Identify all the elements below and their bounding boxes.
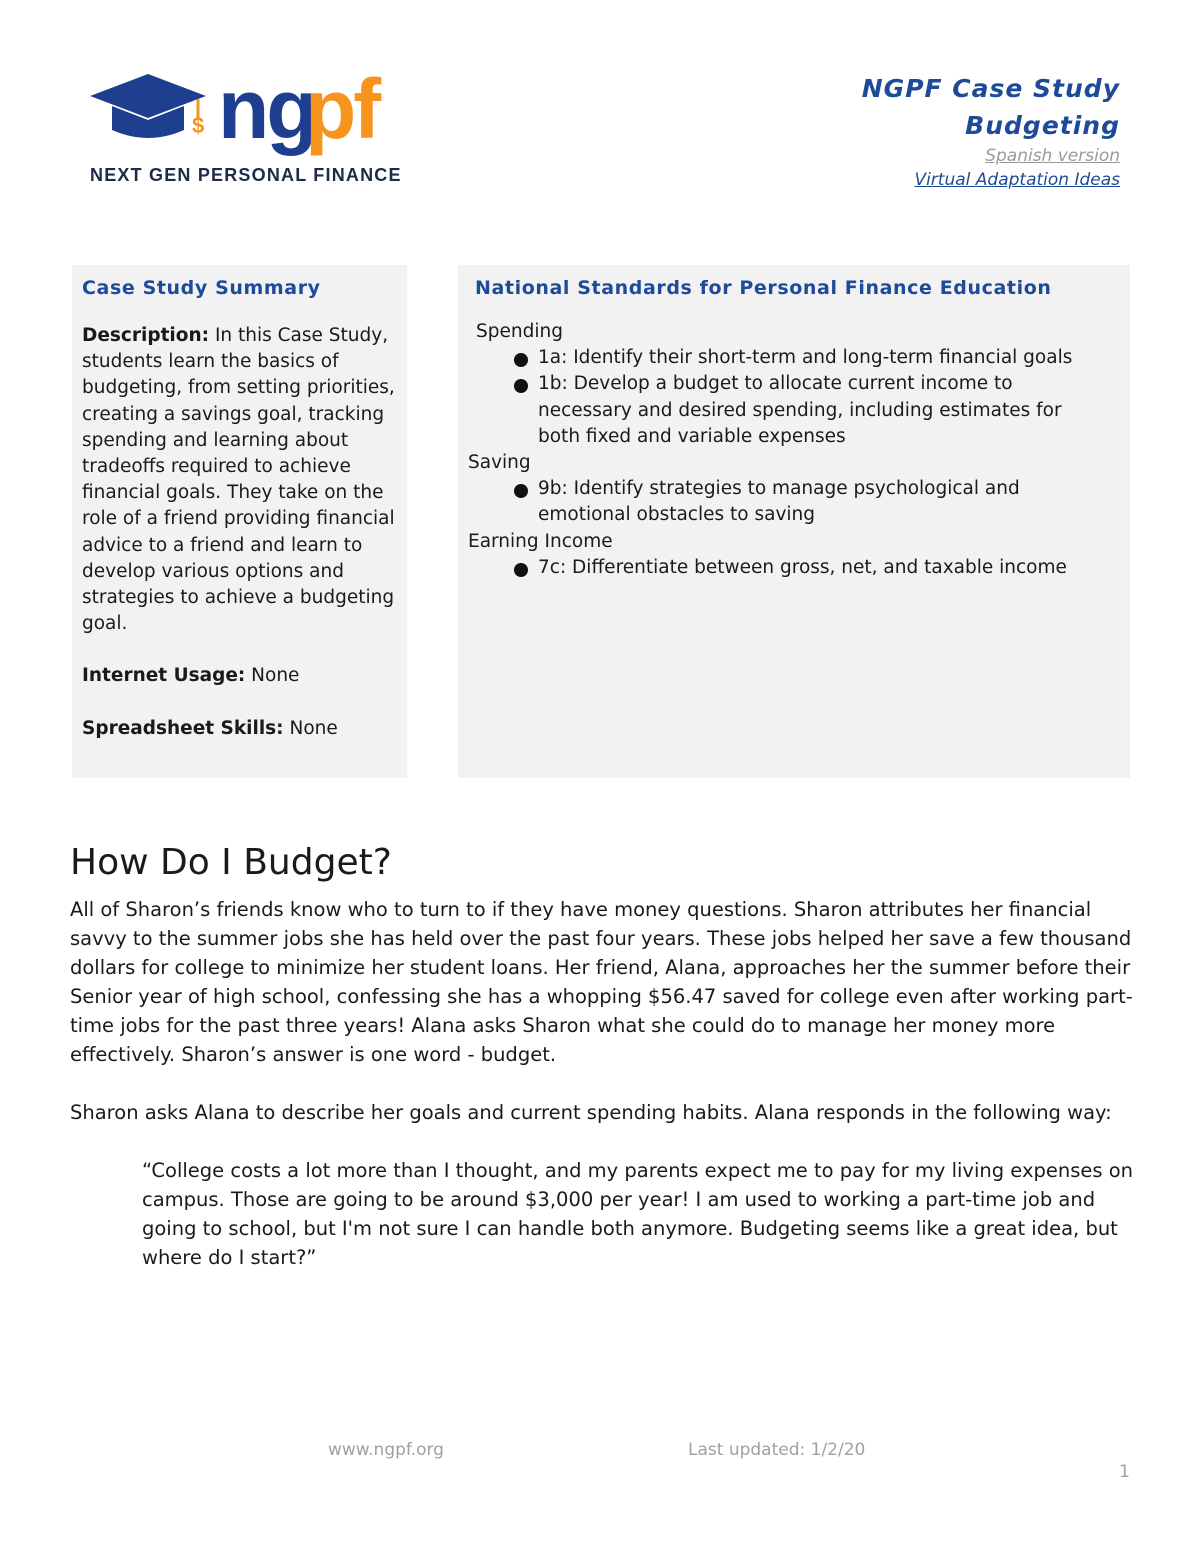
standard-item-text: 1b: Develop a budget to allocate current income to necessary and desired spending, including estimates for both fixed and variable expenses	[538, 373, 1062, 447]
footer-website: www.ngpf.org	[328, 1440, 444, 1460]
bullet-icon	[514, 484, 528, 498]
header-block	[862, 70, 1120, 192]
bullet-icon	[514, 563, 528, 577]
internet-usage-label: Internet Usage:	[82, 665, 246, 687]
page-title: How Do I Budget?	[70, 842, 392, 883]
logo-dollar: $	[192, 113, 205, 138]
page-number: 1	[1119, 1462, 1130, 1482]
standard-item-text: 7c: Differentiate between gross, net, and taxable income	[538, 556, 1067, 578]
standard-item	[468, 476, 1120, 528]
standards-category: Saving	[468, 452, 531, 474]
internet-usage	[82, 663, 397, 689]
header-title-line1: NGPF Case Study	[861, 74, 1120, 103]
standards-heading: National Standards for Personal Finance Education	[475, 277, 1052, 299]
internet-usage-value: None	[245, 665, 300, 687]
spreadsheet-skills-value: None	[283, 717, 338, 739]
standard-item	[468, 345, 1120, 371]
spreadsheet-skills-label: Spreadsheet Skills:	[82, 717, 284, 739]
national-standards-box	[458, 265, 1130, 778]
logo-wordmark-pf: pf	[305, 68, 379, 156]
standards-category: Earning Income	[468, 530, 613, 552]
graduation-cap-icon	[90, 74, 206, 138]
header-title-line2: Budgeting	[965, 111, 1120, 140]
virtual-adaptation-link[interactable]: Virtual Adaptation Ideas	[914, 170, 1120, 190]
article-paragraph: All of Sharon’s friends know who to turn to if they have money questions. Sharon attributes her financial savvy to the summer jobs she has held over the past four years. These jobs helped her save a few thousand dollars for college to minimize her student loans. Her friend, Alana, approaches her the summer before their Senior year of high school, confessing she has a whopping $56.47 saved for college even after working part-time jobs for the past three years! Alana asks Sharon what she could do to manage her money more effectively. Sharon’s answer is one word - budget.	[70, 898, 1133, 1066]
logo-wordmark-ng: ng	[218, 68, 315, 156]
standards-list	[468, 319, 1120, 581]
summary-description	[82, 323, 397, 637]
standard-item	[468, 371, 1120, 450]
footer-updated: Last updated: 1/2/20	[688, 1440, 866, 1460]
logo-subtitle: NEXT GEN PERSONAL FINANCE	[90, 165, 402, 185]
bullet-icon	[514, 379, 528, 393]
spreadsheet-skills	[82, 716, 397, 742]
case-study-summary-box	[72, 265, 407, 778]
alana-quote: “College costs a lot more than I thought, and my parents expect me to pay for my living expenses on campus. Those are going to be around $3,000 per year! I am used to working a part-time job and going to school, but I'm not sure I can handle both anymore. Budgeting seems like a great idea, but where do I start?”	[142, 1159, 1134, 1269]
description-label: Description:	[82, 325, 210, 346]
summary-heading: Case Study Summary	[82, 277, 321, 299]
article-paragraph: Sharon asks Alana to describe her goals and current spending habits. Alana responds in the following way:	[70, 1101, 1112, 1124]
spanish-version-link[interactable]: Spanish version	[985, 146, 1120, 166]
description-text: In this Case Study, students learn the basics of budgeting, from setting priorities, creating a savings goal, tracking spending and learning about tradeoffs required to achieve financial goals. They take on the role of a friend providing financial advice to a friend and learn to develop various options and strategies to achieve a budgeting goal.	[82, 325, 395, 635]
article-body	[70, 895, 1140, 1272]
standard-item-text: 9b: Identify strategies to manage psychological and emotional obstacles to saving	[538, 478, 1020, 526]
standard-item-text: 1a: Identify their short-term and long-term financial goals	[538, 347, 1073, 369]
standards-category: Spending	[476, 321, 563, 342]
standard-item	[468, 555, 1120, 581]
bullet-icon	[514, 353, 528, 367]
